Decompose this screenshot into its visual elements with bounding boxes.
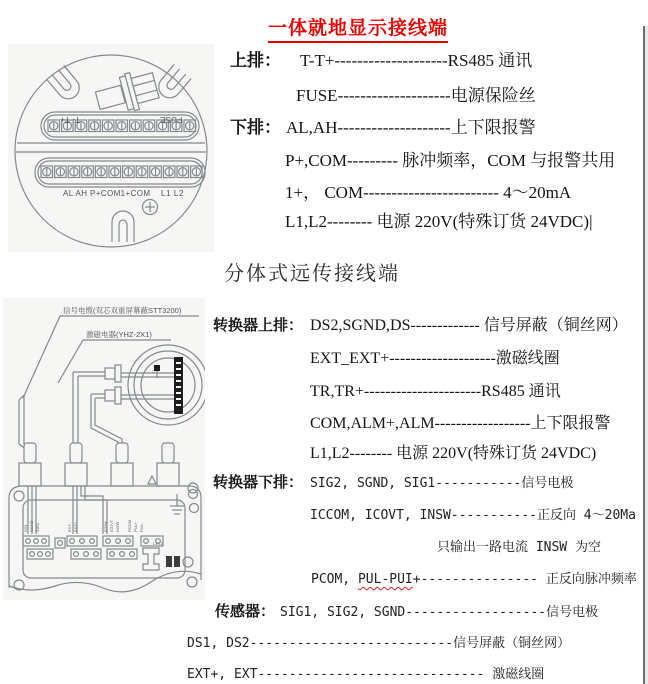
- row-text: TR,TR+----------------------RS485 通讯: [310, 383, 561, 400]
- board-terminal-label: SGND: [29, 520, 34, 532]
- row-text-pre: PCOM,: [311, 572, 358, 587]
- row-text: T-T+--------------------RS485 通讯: [300, 51, 533, 70]
- board-terminal-label: L1 L2: [153, 541, 164, 546]
- row-text: P+,COM--------- 脉冲频率，COM 与报警共用: [285, 151, 616, 170]
- row-text: EXT_EXT+--------------------激磁线圈: [310, 350, 560, 367]
- line-current-output: [310, 504, 636, 523]
- row-label: 下排：: [230, 118, 281, 137]
- integrated-terminal-cover-diagram: [8, 44, 214, 254]
- line-sensor-electrode: [215, 600, 598, 621]
- page-title: 一体就地显示接线端: [268, 13, 448, 43]
- line-insw-note: [437, 536, 601, 555]
- board-terminal-label: PUL-: [139, 522, 144, 532]
- strip-label-fuse: FUSE: [159, 115, 183, 125]
- line-power-220v: [310, 440, 596, 463]
- row-text: L1,L2-------- 电源 220V(特殊订货 24VDC): [285, 212, 590, 231]
- board-terminal-label: PUL+: [133, 521, 138, 532]
- row-text: COM,ALM+,ALM------------------上下限报警: [310, 415, 611, 432]
- scan-background: [8, 44, 214, 252]
- board-terminal-label: ICOM: [103, 521, 108, 532]
- remote-transmitter-diagram: [3, 298, 205, 600]
- row-text: 1+， COM------------------------ 4～20mA: [285, 183, 572, 202]
- line-4-20ma: [285, 178, 571, 203]
- strip-label-al-ah-pcom: AL AH P+COM1+COM: [63, 189, 151, 198]
- line-converter-bottom-electrode: [213, 471, 573, 492]
- row-text: L1,L2-------- 电源 220V(特殊订货 24VDC): [310, 445, 597, 462]
- line-bottom-row-alarm: [230, 113, 536, 138]
- row-label: 转换器上排：: [213, 318, 304, 334]
- line-fuse: [296, 81, 536, 106]
- board-terminal-label: INSW: [115, 521, 120, 532]
- row-text-post: +--------------- 正反向脉冲频率: [412, 572, 637, 587]
- row-text: SIG1, SIG2, SGND------------------信号电极: [280, 605, 599, 620]
- line-sensor-coil: [187, 663, 544, 682]
- row-text: SIG2, SGND, SIG1-----------信号电极: [310, 476, 574, 491]
- board-terminal-label: PCOM: [127, 520, 132, 532]
- row-label: 转换器下排：: [213, 475, 304, 491]
- row-text: FUSE--------------------电源保险丝: [296, 86, 536, 105]
- row-text: EXT+, EXT----------------------------- 激磁线圈: [187, 667, 545, 682]
- row-text: DS1, DS2--------------------------信号屏蔽（铜丝网）: [187, 636, 571, 651]
- text-cursor[interactable]: |: [589, 212, 593, 231]
- line-converter-top-shield: [213, 312, 628, 335]
- board-terminal-label: ICOVT: [109, 519, 114, 532]
- line-sensor-shield: [187, 632, 570, 651]
- strip-label-l1-l2: L1 L2: [161, 189, 185, 198]
- section-heading: 分体式远传接线端: [224, 263, 400, 285]
- sensor-pointer: [154, 365, 160, 371]
- line-rs485: [310, 378, 561, 401]
- row-text: ICCOM, ICOVT, INSW-----------正反向 4～20Ma: [310, 508, 636, 523]
- strip-label-t-minus-t-plus: T- T+: [60, 115, 80, 125]
- board-terminal-label: EXT-: [67, 523, 72, 532]
- excite-cable-label: 激磁电器(YHZ-2X1): [86, 330, 152, 339]
- line-pulse-output: [311, 568, 637, 587]
- line-excite-coil: [310, 345, 560, 368]
- row-text: DS2,SGND,DS------------- 信号屏蔽（铜丝网）: [310, 317, 628, 334]
- spellcheck-underlined-text: PUL-PUI: [357, 572, 413, 587]
- board-terminal-label: EXT+: [73, 521, 78, 532]
- line-alarm: [310, 410, 611, 433]
- signal-cable-label: 信号电缆(双芯双重屏幕蔽STT3200): [63, 306, 182, 315]
- row-text: 只输出一路电流 INSW 为空: [437, 540, 601, 555]
- line-pulse: [285, 146, 615, 171]
- row-text: AL,AH--------------------上下限报警: [286, 118, 536, 137]
- line-top-row-rs485: [230, 46, 532, 71]
- row-label: 上排：: [230, 51, 281, 70]
- line-power: [285, 207, 592, 232]
- board-terminal-label: SIG1: [35, 522, 40, 532]
- row-label: 传感器：: [215, 604, 276, 620]
- board-terminal-label: DS1: [23, 524, 28, 532]
